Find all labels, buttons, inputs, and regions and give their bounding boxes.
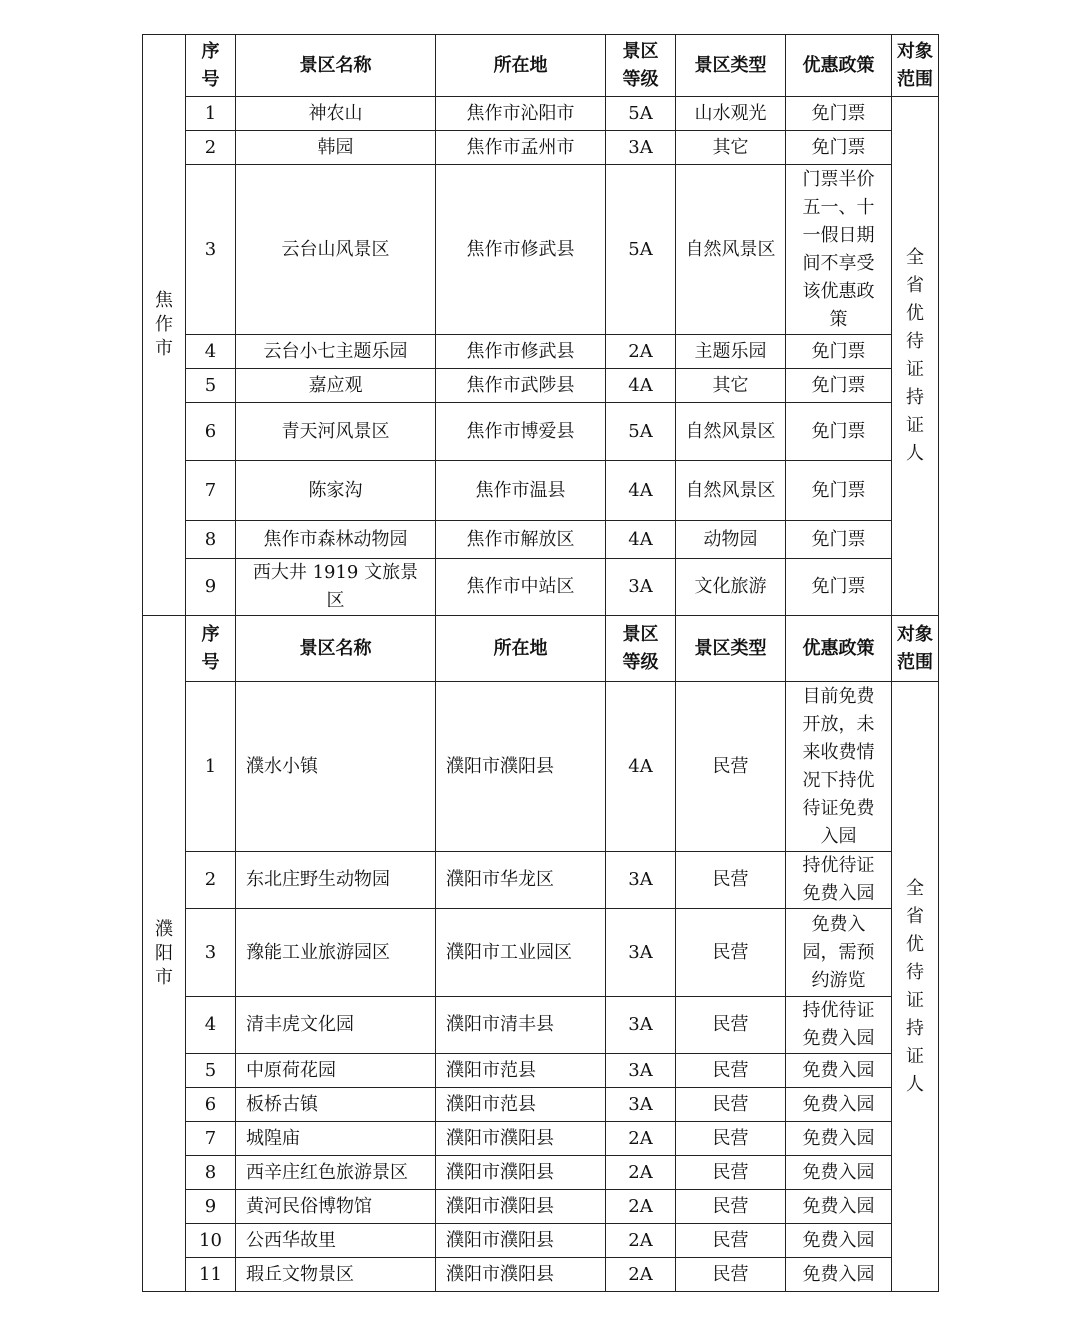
cell-no: 2: [186, 852, 236, 909]
cell-level: 3A: [606, 852, 676, 909]
cell-type: 主题乐园: [676, 335, 786, 369]
cell-level: 3A: [606, 997, 676, 1054]
city-label: 焦作市: [155, 290, 173, 359]
table-row: [143, 682, 939, 852]
cell-level: 2A: [606, 1258, 676, 1292]
cell-no: 6: [186, 1088, 236, 1122]
cell-name: 东北庄野生动物园: [236, 852, 436, 909]
cell-no: 1: [186, 97, 236, 131]
cell-location: 濮阳市濮阳县: [436, 1122, 606, 1156]
cell-level: 3A: [606, 559, 676, 616]
cell-policy: 门票半价五一、十一假日期间不享受该优惠政策: [786, 165, 892, 335]
cell-level: 5A: [606, 97, 676, 131]
cell-policy: 目前免费开放，未来收费情况下持优待证免费入园: [786, 682, 892, 852]
cell-name: 黄河民俗博物馆: [236, 1190, 436, 1224]
cell-no: 8: [186, 521, 236, 559]
cell-level: 4A: [606, 521, 676, 559]
cell-no: 7: [186, 1122, 236, 1156]
cell-level: 2A: [606, 1224, 676, 1258]
cell-policy: 免门票: [786, 97, 892, 131]
cell-type: 民营: [676, 1190, 786, 1224]
table-row: [143, 1258, 939, 1292]
table-row: [143, 1122, 939, 1156]
cell-policy: 免费入园: [786, 1156, 892, 1190]
cell-location: 濮阳市濮阳县: [436, 1224, 606, 1258]
cell-type: 自然风景区: [676, 403, 786, 461]
header-scope: 对象范围: [892, 616, 939, 682]
header-no: 序号: [186, 35, 236, 97]
cell-type: 民营: [676, 1258, 786, 1292]
cell-name: 濮水小镇: [236, 682, 436, 852]
table-row: [143, 521, 939, 559]
cell-level: 2A: [606, 1156, 676, 1190]
cell-type: 民营: [676, 1224, 786, 1258]
cell-type: 自然风景区: [676, 461, 786, 521]
cell-level: 4A: [606, 461, 676, 521]
table-row: [143, 852, 939, 909]
cell-type: 民营: [676, 1054, 786, 1088]
cell-policy: 免费入园: [786, 1054, 892, 1088]
table-row: [143, 559, 939, 616]
cell-policy: 免费入园: [786, 1122, 892, 1156]
cell-name: 韩园: [236, 131, 436, 165]
cell-location: 焦作市武陟县: [436, 369, 606, 403]
header-type: 景区类型: [676, 35, 786, 97]
table-row: [143, 97, 939, 131]
cell-no: 2: [186, 131, 236, 165]
table-row: [143, 131, 939, 165]
scenic-spot-table: [142, 34, 939, 1292]
header-row: [143, 35, 939, 97]
cell-policy: 免门票: [786, 369, 892, 403]
cell-name: 西辛庄红色旅游景区: [236, 1156, 436, 1190]
cell-policy: 免门票: [786, 335, 892, 369]
cell-name: 豫能工业旅游园区: [236, 909, 436, 997]
table-row: [143, 1224, 939, 1258]
cell-no: 10: [186, 1224, 236, 1258]
header-location: 所在地: [436, 616, 606, 682]
cell-type: 民营: [676, 1088, 786, 1122]
cell-name: 嘉应观: [236, 369, 436, 403]
cell-policy: 免门票: [786, 403, 892, 461]
cell-location: 焦作市温县: [436, 461, 606, 521]
cell-type: 文化旅游: [676, 559, 786, 616]
cell-policy: 免费入园: [786, 1224, 892, 1258]
header-name: 景区名称: [236, 616, 436, 682]
cell-policy: 免门票: [786, 521, 892, 559]
cell-type: 民营: [676, 852, 786, 909]
cell-type: 民营: [676, 997, 786, 1054]
header-row: [143, 616, 939, 682]
cell-level: 4A: [606, 682, 676, 852]
header-policy: 优惠政策: [786, 35, 892, 97]
cell-level: 3A: [606, 1054, 676, 1088]
cell-name: 神农山: [236, 97, 436, 131]
cell-type: 其它: [676, 369, 786, 403]
cell-type: 山水观光: [676, 97, 786, 131]
cell-name: 清丰虎文化园: [236, 997, 436, 1054]
cell-name: 焦作市森林动物园: [236, 521, 436, 559]
cell-policy: 免门票: [786, 559, 892, 616]
cell-location: 焦作市孟州市: [436, 131, 606, 165]
city-cell: [143, 616, 186, 1292]
cell-level: 4A: [606, 369, 676, 403]
table-row: [143, 1088, 939, 1122]
table-row: [143, 1054, 939, 1088]
cell-location: 焦作市修武县: [436, 335, 606, 369]
header-level: 景区等级: [606, 35, 676, 97]
header-name: 景区名称: [236, 35, 436, 97]
table-row: [143, 369, 939, 403]
cell-name: 陈家沟: [236, 461, 436, 521]
cell-level: 3A: [606, 1088, 676, 1122]
cell-level: 2A: [606, 335, 676, 369]
table-row: [143, 461, 939, 521]
cell-no: 9: [186, 559, 236, 616]
cell-location: 濮阳市工业园区: [436, 909, 606, 997]
cell-policy: 免费入园，需预约游览: [786, 909, 892, 997]
scope-cell: 全省优待证持证人: [892, 97, 939, 616]
cell-location: 焦作市中站区: [436, 559, 606, 616]
cell-no: 5: [186, 369, 236, 403]
city-cell: [143, 35, 186, 616]
table-row: [143, 1156, 939, 1190]
cell-name: 板桥古镇: [236, 1088, 436, 1122]
table-row: [143, 1190, 939, 1224]
cell-location: 濮阳市濮阳县: [436, 1258, 606, 1292]
cell-type: 自然风景区: [676, 165, 786, 335]
table-row: [143, 909, 939, 997]
cell-location: 焦作市沁阳市: [436, 97, 606, 131]
cell-no: 6: [186, 403, 236, 461]
cell-no: 5: [186, 1054, 236, 1088]
cell-level: 2A: [606, 1190, 676, 1224]
header-type: 景区类型: [676, 616, 786, 682]
cell-location: 濮阳市濮阳县: [436, 682, 606, 852]
cell-type: 动物园: [676, 521, 786, 559]
cell-type: 民营: [676, 1156, 786, 1190]
cell-level: 3A: [606, 131, 676, 165]
header-location: 所在地: [436, 35, 606, 97]
cell-no: 7: [186, 461, 236, 521]
cell-no: 8: [186, 1156, 236, 1190]
cell-location: 濮阳市华龙区: [436, 852, 606, 909]
header-no: 序号: [186, 616, 236, 682]
table-row: [143, 403, 939, 461]
cell-no: 3: [186, 909, 236, 997]
cell-location: 濮阳市范县: [436, 1088, 606, 1122]
cell-policy: 免费入园: [786, 1258, 892, 1292]
cell-no: 3: [186, 165, 236, 335]
cell-level: 5A: [606, 403, 676, 461]
cell-name: 青天河风景区: [236, 403, 436, 461]
table-body: [143, 35, 939, 1292]
cell-level: 5A: [606, 165, 676, 335]
cell-location: 濮阳市濮阳县: [436, 1156, 606, 1190]
cell-level: 2A: [606, 1122, 676, 1156]
table-row: [143, 997, 939, 1054]
cell-no: 4: [186, 335, 236, 369]
cell-name: 公西华故里: [236, 1224, 436, 1258]
cell-location: 焦作市解放区: [436, 521, 606, 559]
scope-cell: 全省优待证持证人: [892, 682, 939, 1292]
cell-name: 中原荷花园: [236, 1054, 436, 1088]
cell-name: 瑕丘文物景区: [236, 1258, 436, 1292]
city-label: 濮阳市: [155, 918, 173, 988]
cell-type: 民营: [676, 682, 786, 852]
cell-policy: 持优待证免费入园: [786, 997, 892, 1054]
cell-policy: 持优待证免费入园: [786, 852, 892, 909]
cell-type: 民营: [676, 1122, 786, 1156]
cell-no: 4: [186, 997, 236, 1054]
header-policy: 优惠政策: [786, 616, 892, 682]
header-level: 景区等级: [606, 616, 676, 682]
cell-location: 濮阳市范县: [436, 1054, 606, 1088]
table-row: [143, 165, 939, 335]
cell-location: 焦作市博爱县: [436, 403, 606, 461]
cell-policy: 免门票: [786, 461, 892, 521]
cell-name: 西大井 1919 文旅景区: [236, 559, 436, 616]
cell-name: 云台山风景区: [236, 165, 436, 335]
cell-location: 濮阳市清丰县: [436, 997, 606, 1054]
cell-location: 焦作市修武县: [436, 165, 606, 335]
cell-location: 濮阳市濮阳县: [436, 1190, 606, 1224]
header-scope: 对象范围: [892, 35, 939, 97]
table-row: [143, 335, 939, 369]
cell-policy: 免门票: [786, 131, 892, 165]
cell-policy: 免费入园: [786, 1190, 892, 1224]
cell-name: 城隍庙: [236, 1122, 436, 1156]
cell-no: 9: [186, 1190, 236, 1224]
cell-type: 民营: [676, 909, 786, 997]
cell-no: 1: [186, 682, 236, 852]
cell-type: 其它: [676, 131, 786, 165]
cell-policy: 免费入园: [786, 1088, 892, 1122]
cell-name: 云台小七主题乐园: [236, 335, 436, 369]
cell-level: 3A: [606, 909, 676, 997]
cell-no: 11: [186, 1258, 236, 1292]
